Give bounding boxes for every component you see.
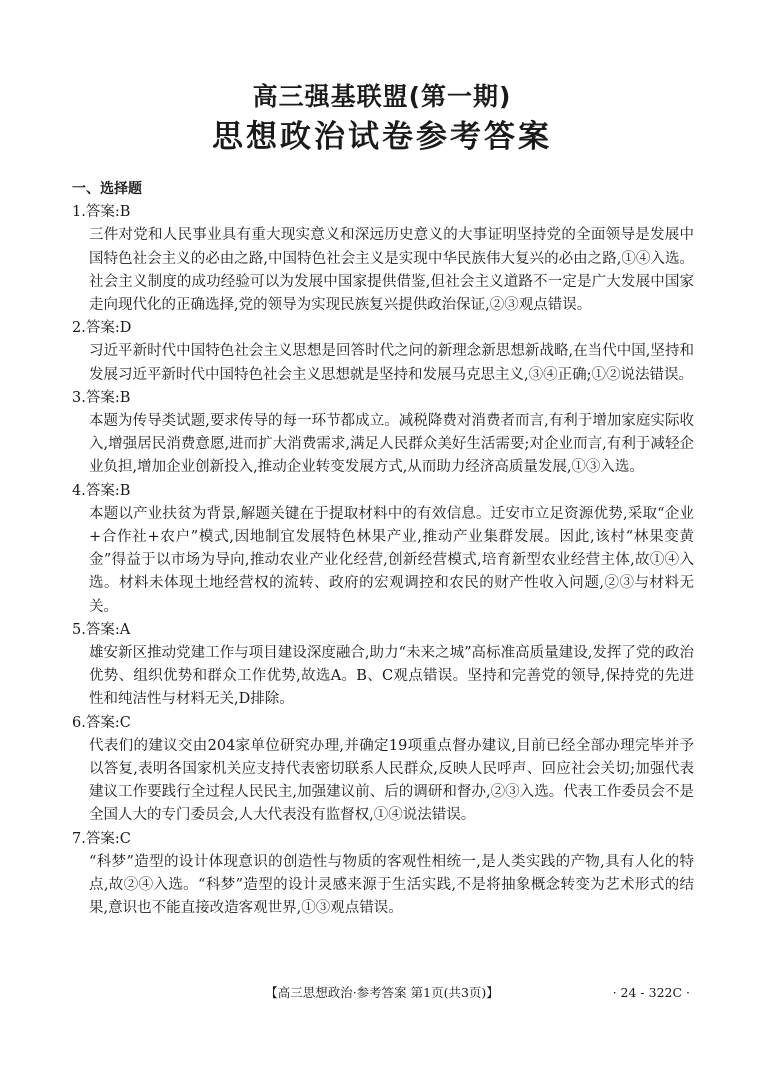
answer-content [72,178,694,920]
question-explanation: 代表们的建议交由204家单位研究办理,并确定19项重点督办建议,目前已经全部办理完毕并予以答复,表明各国家机关应支持代表密切联系人民群众,反映人民呼声、回应社会关切;加强代表建议工作要践行全过程人民民主,加强建议前、后的调研和督办,②③入选。代表工作委员会不是全国人大的专门委员会,人大代表没有监督权,①④说法错误。 [89,737,694,824]
question-explanation: 习近平新时代中国特色社会主义思想是回答时代之问的新理念新思想新战略,在当代中国,坚持和发展习近平新时代中国特色社会主义思想就是坚持和发展马克思主义,③④正确;①②说法错误。 [89,343,694,383]
question-answer: 5.答案:A [72,621,131,638]
question-item [72,480,694,619]
question-item [72,387,694,480]
question-answer: 7.答案:C [72,830,131,847]
page-footer [0,983,764,1003]
document-subtitle: 思想政治试卷参考答案 [212,119,552,155]
footer-code: · 24 - 322C · [612,985,690,1000]
question-explanation: 本题以产业扶贫为背景,解题关键在于提取材料中的有效信息。迁安市立足资源优势,采取“企业+合作社+农户”模式,因地制宜发展特色林果产业,推动产业集群发展。因此,该村“林果变黄金”得益于以市场为导向,推动农业产业化经营,创新经营模式,培育新型农业经营主体,故①④入选。材料未体现土地经营权的流转、政府的宏观调控和农民的财产性收入问题,②③与材料无关。 [89,505,694,615]
question-answer: 4.答案:B [72,482,131,499]
question-item [72,828,694,921]
question-item [72,317,694,387]
question-answer: 3.答案:B [72,389,131,406]
question-explanation: 雄安新区推动党建工作与项目建设深度融合,助力“未来之城”高标准高质量建设,发挥了党的政治优势、组织优势和群众工作优势,故选A。B、C观点错误。坚持和完善党的领导,保持党的先进性和纯洁性与材料无关,D排除。 [89,644,694,708]
question-explanation: 三件对党和人民事业具有重大现实意义和深远历史意义的大事证明坚持党的全面领导是发展中国特色社会主义的必由之路,中国特色社会主义是实现中华民族伟大复兴的必由之路,①④入选。社会主义制度的成功经验可以为发展中国家提供借鉴,但社会主义道路不一定是广大发展中国家走向现代化的正确选择,党的领导为实现民族复兴提供政治保证,②③观点错误。 [89,227,694,313]
question-answer: 2.答案:D [72,320,132,337]
question-answer: 1.答案:B [72,204,131,221]
question-item [72,619,694,712]
question-explanation: 本题为传导类试题,要求传导的每一环节都成立。减税降费对消费者而言,有利于增加家庭实际收入,增强居民消费意愿,进而扩大消费需求,满足人民群众美好生活需要;对企业而言,有利于减轻企业负担,增加企业创新投入,推动企业转变发展方式,从而助力经济高质量发展,①③入选。 [89,412,694,476]
section-heading: 一、选择题 [72,181,142,197]
question-answer: 6.答案:C [72,714,131,731]
question-item [72,201,694,317]
document-title: 高三强基联盟(第一期) [252,82,512,111]
footer-page-label: 【高三思想政治·参考答案 第1页(共3页)】 [265,985,499,1000]
question-item [72,712,694,828]
question-explanation: “科梦”造型的设计体现意识的创造性与物质的客观性相统一,是人类实践的产物,具有人化的特点,故②④入选。“科梦”造型的设计灵感来源于生活实践,不是将抽象概念转变为艺术形式的结果,意识也不能直接改造客观世界,①③观点错误。 [89,853,694,917]
